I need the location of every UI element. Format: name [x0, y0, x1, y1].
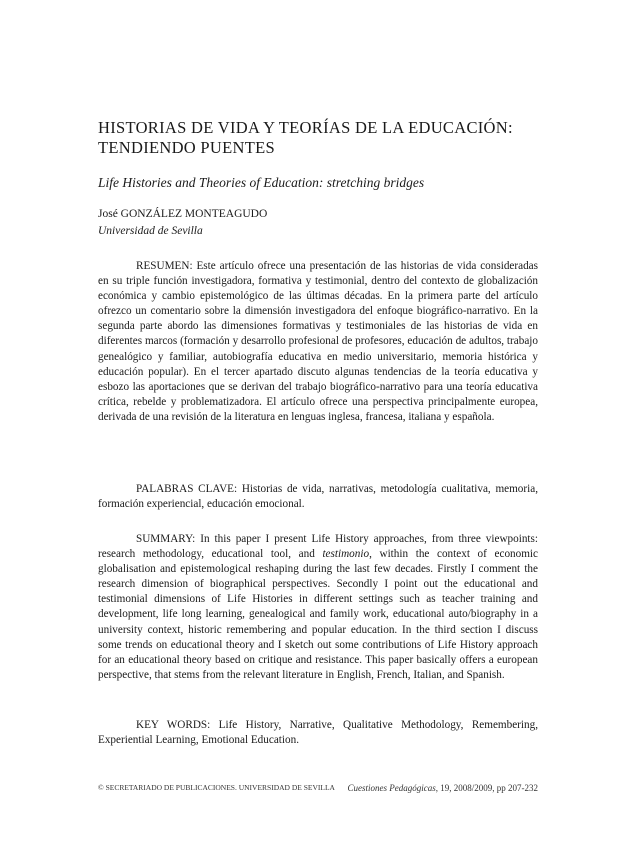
journal-name: Cuestiones Pedagógicas	[347, 783, 436, 793]
keywords-paragraph	[98, 482, 538, 512]
abstract-paragraph	[98, 259, 538, 425]
author-name: José GONZÁLEZ MONTEAGUDO	[98, 208, 268, 220]
page-footer	[98, 783, 538, 793]
citation-details: , 19, 2008/2009, pp 207-232	[435, 783, 538, 793]
keywords-text: PALABRAS CLAVE: Historias de vida, narrativas, metodología cualitativa, memoria, formación experiencial, educación emocional.	[98, 483, 538, 511]
summary-text-before: SUMMARY: In this paper I present Life History approaches, from three viewpoints: research methodology, educational tool, and	[98, 533, 538, 561]
summary-text-after: , within the context of economic globalisation and epistemological reshaping during the last few decades. Firstly I comment the research dimension of biographical perspectives. Secondly I point out the educational and testimonial dimensions of Life Histories in different settings such as teacher training and development, life long learning, genealogical and family work, educational auto/biography in a university context, historic remembering and popular education. In the third section I discuss some trends on educational theory and I sketch out some contributions of Life History approach for an educational theory based on critique and resistance. This paper basically offers a european perspective, that stems from the relevant literature in English, French, Italian, and Spanish.	[98, 548, 538, 681]
summary-paragraph	[98, 532, 538, 683]
article-title: HISTORIAS DE VIDA Y TEORÍAS DE LA EDUCACIÓN: TENDIENDO PUENTES	[98, 118, 513, 157]
author-affiliation: Universidad de Sevilla	[98, 225, 203, 237]
keywords-en-paragraph	[98, 718, 538, 748]
article-subtitle: Life Histories and Theories of Education: stretching bridges	[98, 175, 425, 190]
abstract-text: RESUMEN: Este artículo ofrece una presentación de las historias de vida consideradas en su triple función investigadora, formativa y testimonial, dentro del contexto de globalización económica y cambio epistemológico de las últimas décadas. En la primera parte del artículo ofrezco un comentario sobre la dimensión investigadora del enfoque biográfico-narrativo. En la segunda parte abordo las dimensiones formativas y testimoniales de las historias de vida en diferentes marcos (formación y desarrollo profesional de profesores, educación de adultos, trabajo genealógico y familiar, autobiografía educativa en medio universitario, memoria histórica y educación popular). En el tercer apartado discuto algunas tendencias de la teoría educativa y esbozo las aportaciones que se derivan del trabajo biográfico-narrativo para una teoría educativa crítica, rebelde y problematizadora. El artículo ofrece una perspectiva principalmente europea, derivada de una revisión de la literatura en lenguas inglesa, francesa, italiana y española.	[98, 260, 538, 423]
journal-citation	[348, 783, 539, 793]
copyright-notice: © SECRETARIADO DE PUBLICACIONES. UNIVERSIDAD DE SEVILLA	[98, 783, 335, 792]
keywords-en-text: KEY WORDS: Life History, Narrative, Qualitative Methodology, Remembering, Experiential Learning, Emotional Education.	[98, 719, 538, 747]
summary-text-emph: testimonio	[322, 548, 370, 561]
